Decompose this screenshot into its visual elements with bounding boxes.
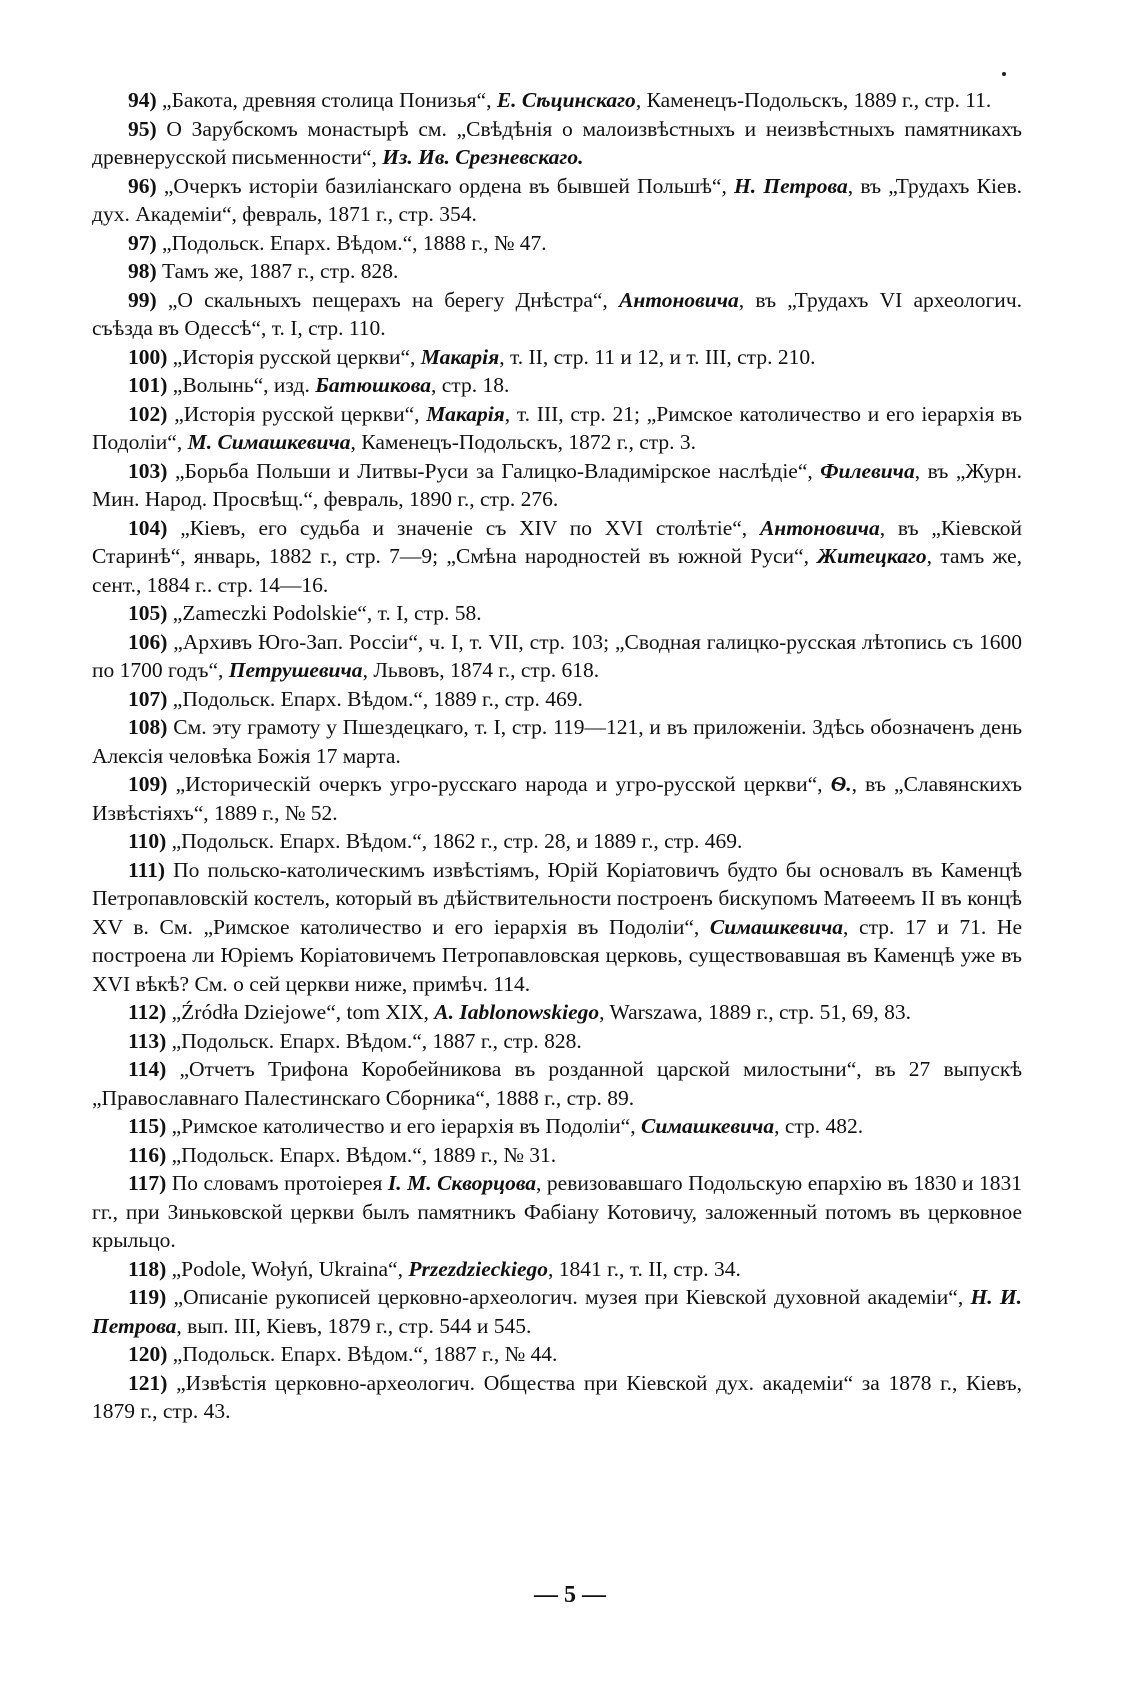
footnote-text: „Исторія русской церкви“, (174, 401, 427, 426)
footnote-text: По польско-католическимъ извѣстіямъ, Юрій Коріатовичъ будто бы основалъ въ Каменцѣ Петропавловскій костелъ, который въ дѣйствительности построенъ бискупомъ Матѳеемъ II въ концѣ XV в. См. „Римское католичество и его іерархія въ Подоліи“, (92, 857, 1023, 939)
footnote (92, 685, 1022, 714)
footnote-number: 103) (128, 458, 168, 483)
footnote-text: , т. III, стр. 21; „Римское католичество и его іерархія въ Подоліи“, (92, 401, 1022, 454)
footnote-number: 121) (128, 1370, 168, 1395)
footnote-number: 96) (128, 173, 157, 198)
footnote-text: „Исторія русской церкви“, (172, 344, 421, 369)
footnote (92, 1027, 1022, 1056)
footnote-text: , Каменецъ-Подольскъ, 1889 г., стр. 11. (635, 88, 992, 112)
footnote-text: „Подольск. Епарх. Вѣдом.“, 1889 г., № 31. (171, 1142, 557, 1167)
footnote-author: Филевича (820, 458, 915, 483)
footnote-number: 109) (128, 772, 168, 796)
footnote (92, 86, 1022, 115)
footnote-number: 97) (128, 230, 157, 255)
footnote-text: „Подольск. Епарх. Вѣдом.“, 1889 г., стр. 469. (172, 686, 583, 711)
footnotes-list (92, 86, 1022, 1426)
footnote-text: , Львовъ, 1874 г., стр. 618. (362, 658, 600, 682)
footnote-text: „Борьба Польши и Литвы-Руси за Галицко-Владимірское наслѣдіе“, (174, 458, 821, 483)
footnote-text: Тамъ же, 1887 г., стр. 828. (162, 259, 399, 283)
footnote-number: 117) (128, 1171, 167, 1195)
footnote (92, 229, 1022, 258)
footnote (92, 1141, 1022, 1170)
footnote-number: 107) (128, 686, 168, 711)
footnote (92, 856, 1022, 999)
footnote-text: , въ „Трудахъ Кіев. дух. Академіи“, февраль, 1871 г., стр. 354. (92, 173, 1022, 226)
footnote-text: , тамъ же, сент., 1884 г.. стр. 14—16. (92, 544, 1022, 597)
footnote-author: М. Симашкевича (187, 430, 351, 454)
footnote-author: Н. И. Петрова (92, 1285, 1023, 1338)
footnote (92, 599, 1022, 628)
footnote-text: , ревизовавшаго Подольскую епархію въ 1830 и 1831 гг., при Зиньковской церкви былъ памятникъ Фабіану Котовичу, заложенный потомъ въ церковное крыльцо. (92, 1171, 1022, 1252)
footnote-text: „О скальныхъ пещерахъ на берегу Днѣстра“, (167, 287, 619, 312)
footnote (92, 1340, 1022, 1369)
footnote-number: 105) (128, 601, 168, 625)
footnote-number: 102) (128, 401, 168, 426)
footnote-text: О Зарубскомъ монастырѣ см. „Свѣдѣнія о малоизвѣстныхъ и неизвѣстныхъ памятникахъ древнерусской письменности“, (92, 116, 1023, 169)
footnote-number: 119) (128, 1285, 167, 1309)
footnote (92, 1169, 1022, 1255)
footnote (92, 115, 1022, 172)
footnote-number: 94) (128, 88, 157, 112)
footnote-text: , стр. 482. (774, 1114, 864, 1138)
footnote (92, 343, 1022, 372)
footnote-author: Ѳ. (830, 772, 852, 796)
footnote-author: Житецкаго (817, 544, 927, 568)
footnote-text: „Историческій очеркъ угро-русскаго народа и угро-русской церкви“, (175, 772, 831, 796)
footnote-author: Батюшкова (315, 373, 432, 397)
footnote-number: 113) (128, 1028, 167, 1053)
footnote-number: 110) (128, 829, 167, 853)
footnote-text: „Подольск. Епарх. Вѣдом.“, 1887 г., стр. 828. (171, 1028, 582, 1053)
footnote-number: 99) (128, 287, 157, 312)
footnote (92, 1369, 1022, 1426)
footnote (92, 770, 1022, 827)
footnote-number: 100) (128, 344, 168, 369)
footnote-number: 112) (128, 1000, 167, 1024)
footnote-author: Антоновича (619, 287, 739, 312)
footnote-text: См. эту грамоту у Пшездецкаго, т. I, стр. 119—121, и въ приложеніи. Здѣсь обозначенъ день Алексія человѣка Божія 17 марта. (92, 715, 1023, 768)
footnote-author: Przezdzieckiego (408, 1256, 549, 1281)
footnote-author: Е. Сѣцинскаго (496, 88, 636, 112)
footnote-number: 101) (128, 373, 168, 397)
footnote-text: „Описаніе рукописей церковно-археологич. музея при Кіевской духовной академіи“, (173, 1285, 971, 1309)
footnote-author: Макарія (426, 401, 505, 426)
footnote-text: „Отчетъ Трифона Коробейникова въ розданной царской милостыни“, въ 27 выпускѣ „Православнаго Палестинскаго Сборника“, 1888 г., стр. 89. (92, 1057, 1023, 1110)
footnote (92, 172, 1022, 229)
footnote-author: Н. Петрова (734, 173, 848, 198)
footnote-text: , стр. 18. (431, 373, 510, 397)
footnote-text: , въ „Славянскихъ Извѣстіяхъ“, 1889 г., № 52. (92, 772, 1022, 825)
footnote (92, 400, 1022, 457)
print-speck (1002, 72, 1006, 76)
footnote-text: „Римское католичество и его іерархія въ Подоліи“, (171, 1114, 641, 1138)
footnote-text: , т. II, стр. 11 и 12, и т. III, стр. 210. (499, 344, 816, 369)
footnote-number: 116) (128, 1142, 167, 1167)
footnote (92, 457, 1022, 514)
footnote-number: 115) (128, 1114, 167, 1138)
footnote (92, 713, 1022, 770)
footnote-text: „Подольск. Епарх. Вѣдом.“, 1887 г., № 44. (172, 1342, 558, 1366)
footnote (92, 286, 1022, 343)
footnote-text: „Очеркъ исторіи базиліанскаго ордена въ бывшей Польшѣ“, (163, 173, 735, 198)
footnotes-page (92, 86, 1022, 1426)
footnote-text: „Бакота, древняя столица Понизья“, (162, 88, 497, 112)
footnote-author: І. М. Скворцова (387, 1171, 537, 1195)
footnote-number: 106) (128, 629, 168, 654)
footnote-number: 111) (128, 857, 166, 882)
footnote-text: „Извѣстія церковно-археологич. Общества при Кіевской дух. академіи“ за 1878 г., Кіевъ, 1879 г., стр. 43. (92, 1370, 1022, 1423)
footnote-text: „Подольск. Епарх. Вѣдом.“, 1862 г., стр. 28, и 1889 г., стр. 469. (171, 829, 743, 853)
footnote-text: , Warszawa, 1889 г., стр. 51, 69, 83. (599, 1000, 912, 1024)
footnote-text: , Каменецъ-Подольскъ, 1872 г., стр. 3. (350, 430, 697, 454)
page-number: — 5 — (534, 1582, 606, 1608)
footnote-text: „Zameczki Podolskie“, т. I, стр. 58. (172, 601, 482, 625)
footnote-author: Симашкевича (709, 914, 844, 939)
footnote-text: , въ „Трудахъ VI археологич. съѣзда въ Одессѣ“, т. I, стр. 110. (92, 287, 1023, 340)
footnote-author: Макарія (420, 344, 500, 369)
footnote-author: A. Iablonowskiego (434, 1000, 600, 1024)
footnote-number: 114) (128, 1057, 167, 1081)
footnote-text: , въ „Журн. Мин. Народ. Просвѣщ.“, февраль, 1890 г., стр. 276. (92, 458, 1023, 511)
footnote-text: , стр. 17 и 71. Не построена ли Юріемъ Коріатовичемъ Петропавловская церковь, существовавшая въ Каменцѣ уже въ XVI вѣкѣ? См. о сей церкви ниже, примѣч. 114. (92, 914, 1022, 996)
footnote (92, 1112, 1022, 1141)
footnote (92, 827, 1022, 856)
footnote-text: „Źródła Dziejowe“, tom XIX, (171, 1000, 435, 1024)
footnote-text: , 1841 г., т. II, стр. 34. (548, 1256, 741, 1281)
footnote-text: „Подольск. Епарх. Вѣдом.“, 1888 г., № 47. (162, 230, 547, 255)
footnote-author: Петрушевича (228, 658, 363, 682)
footnote (92, 1283, 1022, 1340)
footnote (92, 998, 1022, 1027)
footnote-number: 98) (128, 259, 157, 283)
footnote-number: 108) (128, 715, 168, 739)
footnote-author: Антоновича (759, 515, 880, 540)
footnote-text: , вып. III, Кіевъ, 1879 г., стр. 544 и 545. (176, 1313, 532, 1338)
footnote-text: По словамъ протоіерея (171, 1171, 388, 1195)
footnote-number: 118) (128, 1256, 167, 1281)
footnote-text: „Архивъ Юго-Зап. Россіи“, ч. I, т. VII, стр. 103; „Сводная галицко-русская лѣтопись съ 1600 по 1700 годъ“, (92, 629, 1023, 682)
footnote-author: Из. Ив. Срезневскаго. (382, 145, 584, 169)
footnote-text: , въ „Кіевской Старинѣ“, январь, 1882 г., стр. 7—9; „Смѣна народностей въ южной Руси“, (92, 515, 1023, 568)
footnote-author: Симашкевича (640, 1114, 775, 1138)
footnote (92, 1255, 1022, 1284)
footnote-number: 95) (128, 116, 157, 141)
footnote-text: „Кіевъ, его судьба и значеніе съ XIV по XVI столѣтіе“, (180, 515, 760, 540)
footnote (92, 257, 1022, 286)
footnote (92, 371, 1022, 400)
footnote (92, 1055, 1022, 1112)
footnote (92, 514, 1022, 600)
footnote-number: 120) (128, 1342, 168, 1366)
footnote-number: 104) (128, 515, 168, 540)
footnote-text: „Волынь“, изд. (172, 373, 316, 397)
footnote-text: „Podole, Wołyń, Ukraina“, (171, 1256, 409, 1281)
footnote (92, 628, 1022, 685)
